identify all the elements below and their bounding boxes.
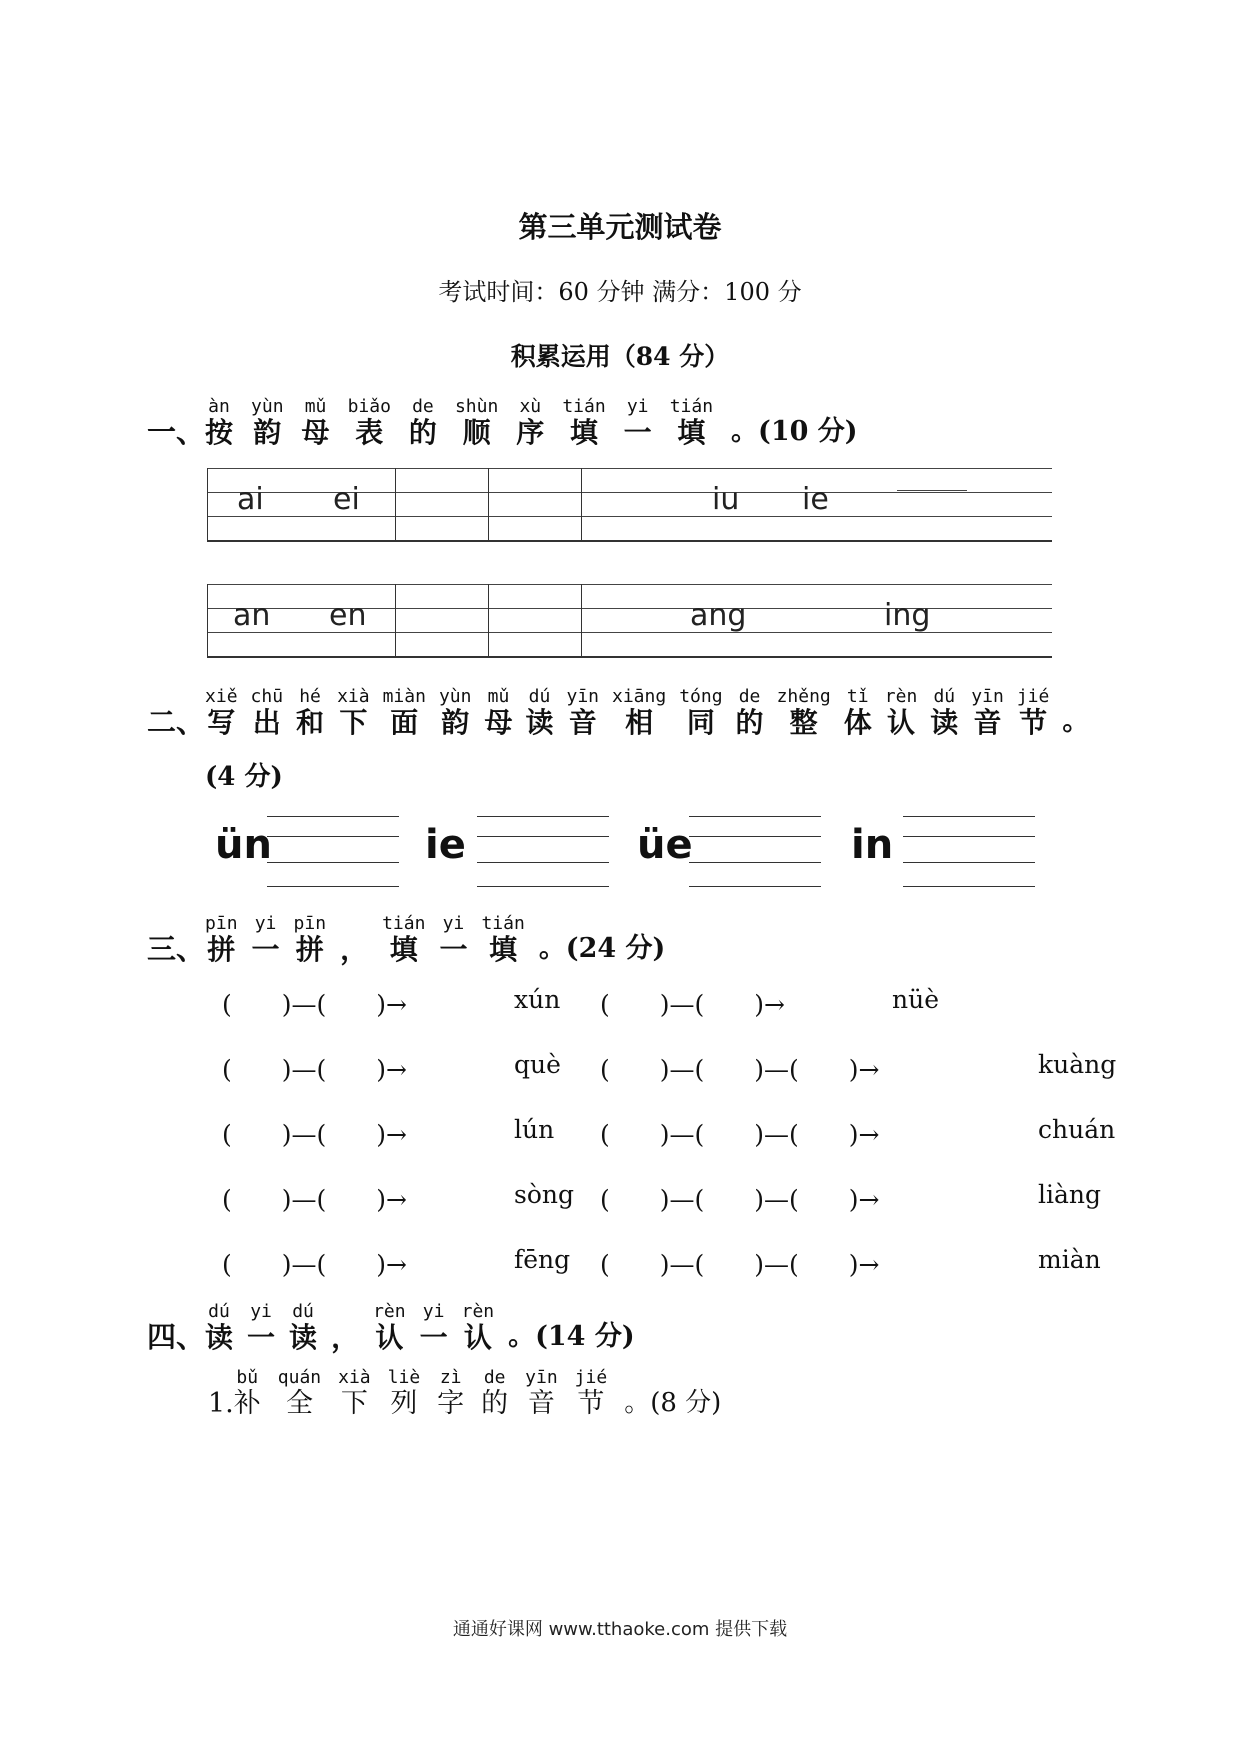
pinyin-character xyxy=(679,686,722,739)
hanzi: 和 xyxy=(296,706,325,739)
hanzi: 一 xyxy=(247,1321,276,1354)
hanzi: ， xyxy=(331,1321,360,1354)
hanzi: 读 xyxy=(525,706,554,739)
hanzi: 音 xyxy=(973,706,1002,739)
pinyin: yi xyxy=(254,913,277,934)
pinyin: biǎo xyxy=(347,396,391,417)
pinyin-character xyxy=(294,913,327,966)
vowel-an: an xyxy=(233,598,271,633)
pinyin-character xyxy=(885,686,918,739)
pinyin: rèn xyxy=(884,686,918,707)
hanzi: 拼 xyxy=(295,933,324,966)
pinyin: tián xyxy=(669,396,714,417)
hanzi: 按 xyxy=(205,416,234,449)
blank-boxes[interactable]: ( )—( )—( )→ xyxy=(600,1185,880,1214)
vowel-ie: ie xyxy=(802,482,829,517)
vowel-en: en xyxy=(329,598,367,633)
pinyin-character xyxy=(562,396,605,449)
syllable: què xyxy=(514,1050,561,1079)
question-score: (4 分) xyxy=(205,762,283,792)
pinyin-character xyxy=(205,1301,233,1354)
pinyin: zhěng xyxy=(776,686,831,707)
vowel-iu: iu xyxy=(712,482,740,517)
pinyin: yīn xyxy=(566,686,599,707)
pinyin: de xyxy=(738,686,761,707)
hanzi: 相 xyxy=(625,706,654,739)
pinyin-character xyxy=(409,396,437,449)
syllable: miàn xyxy=(1038,1245,1101,1274)
pinyin-character xyxy=(439,913,467,966)
subquestion-score: 。(8 分) xyxy=(624,1387,722,1418)
pinyin-character xyxy=(251,396,284,449)
hanzi: 一 xyxy=(251,933,280,966)
question-number: 一、 xyxy=(147,414,206,449)
vowel-ang: ang xyxy=(690,598,747,633)
question-2-heading xyxy=(147,686,1089,739)
question-1-heading xyxy=(147,396,858,449)
pinyin: dú xyxy=(208,1301,230,1322)
vowel-label: in xyxy=(851,822,894,868)
pinyin: mǔ xyxy=(487,686,510,707)
pinyin: miàn xyxy=(382,686,426,707)
hanzi: 填 xyxy=(489,933,518,966)
question-4-heading xyxy=(147,1301,635,1354)
question-3-heading xyxy=(147,913,665,966)
hanzi: 认 xyxy=(463,1321,492,1354)
pinyin: jié xyxy=(574,1367,608,1388)
pinyin: de xyxy=(483,1367,506,1388)
pinyin-character xyxy=(302,396,330,449)
pinyin-character xyxy=(481,913,524,966)
pinyin-character xyxy=(624,396,652,449)
pinyin-character xyxy=(247,1301,275,1354)
pinyin: pīn xyxy=(205,913,238,934)
pinyin: yi xyxy=(422,1301,445,1322)
hanzi: 体 xyxy=(843,706,872,739)
hanzi: 序 xyxy=(516,416,545,449)
q1-table-row-2 xyxy=(207,584,1052,656)
question-number: 二、 xyxy=(147,704,206,739)
q1-table-row-1 xyxy=(207,468,1052,540)
pinyin: dú xyxy=(933,686,956,707)
pinyin-character xyxy=(566,686,599,739)
pinyin-character xyxy=(296,686,324,739)
hanzi: 读 xyxy=(205,1321,234,1354)
hanzi: 一 xyxy=(623,416,652,449)
vowel-label: üe xyxy=(637,822,693,868)
pinyin-character xyxy=(484,686,512,739)
blank-boxes[interactable]: ( )—( )→ xyxy=(222,990,407,1019)
pinyin-character xyxy=(252,913,280,966)
question-text-end: 。 xyxy=(1062,705,1090,737)
blank-boxes[interactable]: ( )—( )→ xyxy=(222,1055,407,1084)
syllable: sòng xyxy=(514,1180,574,1209)
pinyin: rèn xyxy=(461,1301,495,1322)
pinyin: jié xyxy=(1016,686,1050,707)
pinyin-character xyxy=(525,686,553,739)
pinyin: tóng xyxy=(679,686,723,707)
blank-boxes[interactable]: ( )—( )→ xyxy=(222,1185,407,1214)
question-score: 。(24 分) xyxy=(538,932,666,964)
pinyin-character xyxy=(348,396,391,449)
pinyin-character xyxy=(1017,686,1050,739)
pinyin: bǔ xyxy=(236,1367,259,1388)
syllable: liàng xyxy=(1038,1180,1102,1209)
pinyin: yi xyxy=(250,1301,272,1322)
pinyin: xiě xyxy=(205,686,238,707)
blank-boxes[interactable]: ( )—( )→ xyxy=(222,1250,407,1279)
hanzi: 的 xyxy=(408,416,437,449)
syllable: lún xyxy=(514,1115,555,1144)
pinyin: tián xyxy=(481,913,525,934)
hanzi: 下 xyxy=(339,706,368,739)
pinyin: shùn xyxy=(454,396,499,417)
blank-boxes[interactable]: ( )—( )—( )→ xyxy=(600,1055,880,1084)
vowel-label: ün xyxy=(215,822,272,868)
pinyin-character xyxy=(575,1367,608,1419)
hanzi: 下 xyxy=(340,1388,368,1419)
pinyin-character xyxy=(777,686,831,739)
pinyin: zì xyxy=(439,1367,462,1388)
pinyin-character xyxy=(337,686,370,739)
pinyin-character xyxy=(930,686,958,739)
pinyin-character xyxy=(388,1367,421,1419)
pinyin: yi xyxy=(442,913,465,934)
pinyin: tián xyxy=(562,396,606,417)
pinyin: de xyxy=(412,396,434,417)
pinyin-character xyxy=(278,1367,321,1419)
pinyin-character xyxy=(205,396,233,449)
hanzi: 拼 xyxy=(207,933,236,966)
pinyin: yīn xyxy=(525,1367,558,1388)
pinyin: liè xyxy=(387,1367,421,1388)
hanzi: 的 xyxy=(735,706,764,739)
pinyin: quán xyxy=(277,1367,322,1388)
hanzi: 节 xyxy=(1019,706,1048,739)
hanzi: 一 xyxy=(439,933,468,966)
pinyin: dú xyxy=(292,1301,314,1322)
hanzi: 写 xyxy=(207,706,236,739)
question-score: 。(14 分) xyxy=(508,1320,635,1352)
question-number: 三、 xyxy=(147,931,206,966)
pinyin-character xyxy=(437,1367,464,1419)
hanzi: ， xyxy=(340,933,369,966)
blank-boxes[interactable]: ( )—( )→ xyxy=(222,1120,407,1149)
pinyin-character xyxy=(205,686,238,739)
hanzi: 节 xyxy=(577,1388,605,1419)
page-title: 第三单元测试卷 xyxy=(518,210,722,244)
pinyin-character xyxy=(331,1301,359,1354)
hanzi: 认 xyxy=(887,706,916,739)
blank-boxes[interactable]: ( )—( )→ xyxy=(600,990,785,1019)
exam-info: 考试时间：60 分钟 满分：100 分 xyxy=(438,278,802,306)
hanzi: 母 xyxy=(301,416,330,449)
hanzi: 填 xyxy=(569,416,598,449)
hanzi: 一 xyxy=(419,1321,448,1354)
section-heading: 积累运用（84 分） xyxy=(510,342,730,371)
vowel-ei: ei xyxy=(333,482,360,517)
pinyin-character xyxy=(289,1301,317,1354)
pinyin-character xyxy=(373,1301,406,1354)
hanzi: 音 xyxy=(527,1388,555,1419)
pinyin-character xyxy=(462,1301,495,1354)
pinyin: yi xyxy=(626,396,649,417)
hanzi: 面 xyxy=(390,706,419,739)
hanzi: 母 xyxy=(484,706,513,739)
pinyin-character xyxy=(234,1367,261,1419)
pinyin: xù xyxy=(519,396,542,417)
hanzi: 读 xyxy=(289,1321,318,1354)
syllable: fēng xyxy=(514,1245,571,1274)
pinyin-character xyxy=(612,686,666,739)
hanzi: 全 xyxy=(285,1388,313,1419)
pinyin: dú xyxy=(528,686,551,707)
hanzi: 的 xyxy=(481,1388,509,1419)
pinyin: àn xyxy=(208,396,230,417)
pinyin: xià xyxy=(338,1367,371,1388)
pinyin-character xyxy=(338,1367,371,1419)
pinyin-character xyxy=(844,686,872,739)
syllable: xún xyxy=(514,985,561,1014)
vowel-label: ie xyxy=(425,822,466,868)
hanzi: 整 xyxy=(789,706,818,739)
pinyin-character xyxy=(439,686,472,739)
pinyin-character xyxy=(340,913,368,966)
hanzi: 音 xyxy=(568,706,597,739)
pinyin-character xyxy=(455,396,498,449)
pinyin-character xyxy=(382,913,425,966)
pinyin: xià xyxy=(337,686,370,707)
pinyin-character xyxy=(516,396,544,449)
pinyin: xiāng xyxy=(612,686,667,707)
question-number: 四、 xyxy=(147,1319,206,1354)
hanzi: 认 xyxy=(375,1321,404,1354)
pinyin: mǔ xyxy=(304,396,327,417)
hanzi: 补 xyxy=(233,1388,261,1419)
hanzi: 列 xyxy=(390,1388,418,1419)
question-score: 。(10 分) xyxy=(731,415,858,447)
pinyin-character xyxy=(670,396,713,449)
pinyin: yùn xyxy=(438,686,472,707)
hanzi: 字 xyxy=(437,1388,465,1419)
subquestion-number: 1. xyxy=(208,1388,234,1419)
hanzi: 韵 xyxy=(441,706,470,739)
pinyin: yīn xyxy=(971,686,1004,707)
syllable: chuán xyxy=(1038,1115,1116,1144)
hanzi: 填 xyxy=(677,416,706,449)
hanzi: 填 xyxy=(389,933,418,966)
vowel-ing: ing xyxy=(884,598,931,633)
pinyin-character xyxy=(971,686,1004,739)
footer-credit: 通通好课网 www.tthaoke.com 提供下载 xyxy=(452,1619,788,1640)
blank-boxes[interactable]: ( )—( )—( )→ xyxy=(600,1250,880,1279)
pinyin-character xyxy=(205,913,238,966)
pinyin: yùn xyxy=(251,396,284,417)
syllable: kuàng xyxy=(1038,1050,1117,1079)
hanzi: 韵 xyxy=(253,416,282,449)
syllable: nüè xyxy=(892,985,939,1014)
pinyin-character xyxy=(251,686,284,739)
pinyin-character xyxy=(736,686,764,739)
pinyin-character xyxy=(383,686,426,739)
hanzi: 读 xyxy=(930,706,959,739)
hanzi: 表 xyxy=(355,416,384,449)
pinyin-character xyxy=(481,1367,508,1419)
pinyin: hé xyxy=(299,686,321,707)
hanzi: 顺 xyxy=(462,416,491,449)
pinyin: tǐ xyxy=(846,686,869,707)
blank-boxes[interactable]: ( )—( )—( )→ xyxy=(600,1120,880,1149)
pinyin: tián xyxy=(382,913,426,934)
vowel-ai: ai xyxy=(237,482,264,517)
pinyin: chū xyxy=(250,686,284,707)
hanzi: 出 xyxy=(252,706,281,739)
pinyin-character xyxy=(420,1301,448,1354)
hanzi: 同 xyxy=(686,706,715,739)
pinyin-character xyxy=(525,1367,558,1419)
subquestion-1 xyxy=(208,1367,721,1419)
pinyin: pīn xyxy=(293,913,327,934)
pinyin: rèn xyxy=(373,1301,406,1322)
